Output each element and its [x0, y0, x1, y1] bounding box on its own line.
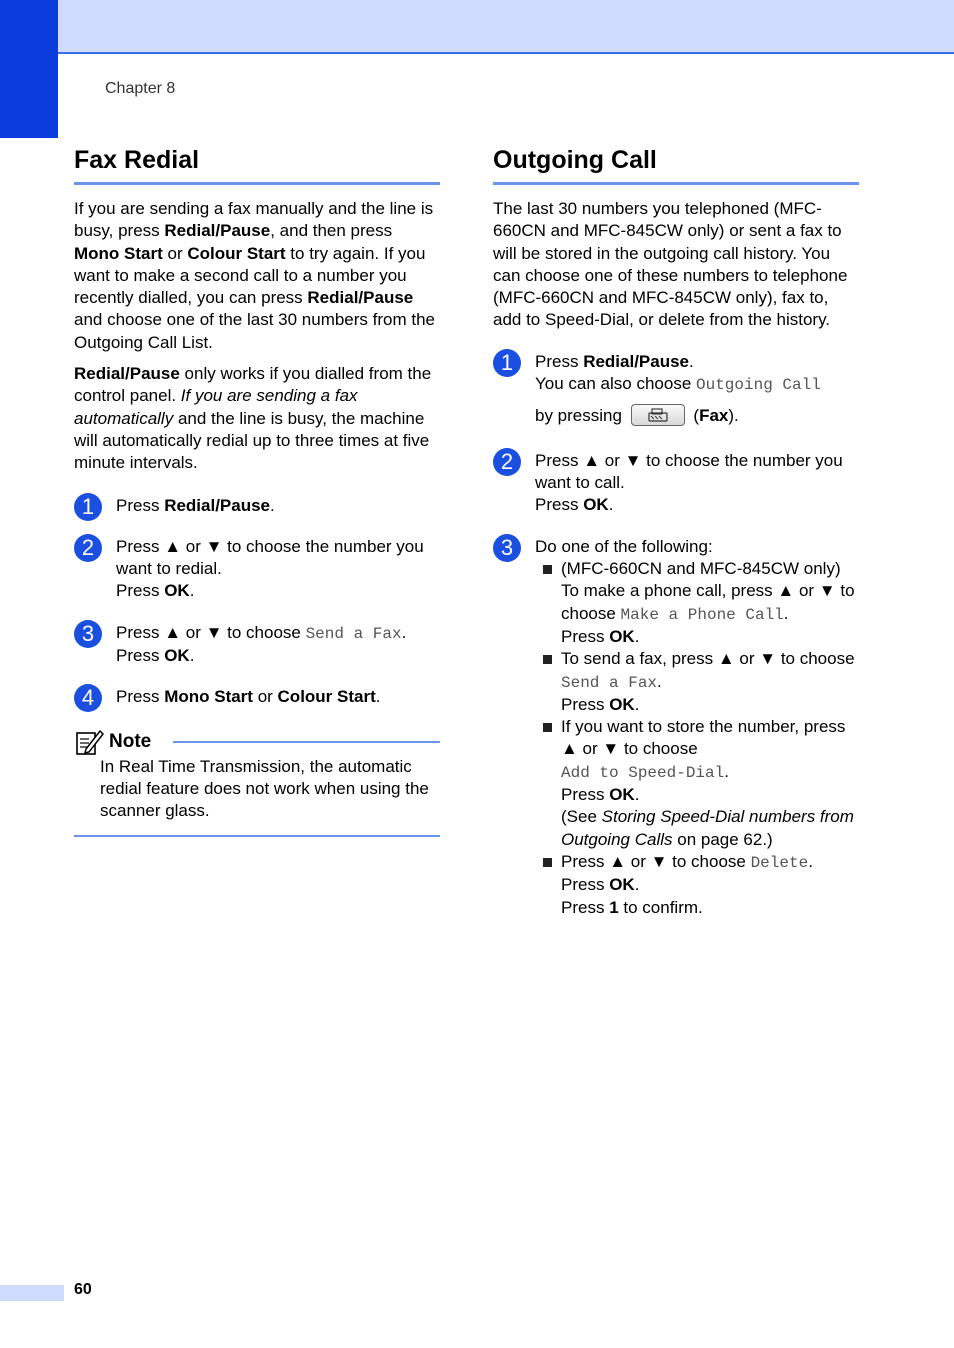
up-arrow-icon: ▲ — [609, 851, 627, 871]
text: or — [626, 851, 651, 871]
option-phone-call — [535, 558, 859, 648]
key-redial-pause: Redial/Pause — [74, 364, 180, 384]
key-ok: OK — [164, 581, 190, 601]
up-arrow-icon: ▲ — [561, 739, 578, 759]
left-step-1 — [74, 495, 440, 517]
option-send-fax — [535, 648, 859, 716]
text: to choose — [561, 581, 855, 623]
text: and choose one of the last 30 numbers from the Outgoing Call List. — [74, 310, 436, 352]
text: Press — [561, 851, 610, 871]
note-title: Note — [109, 730, 152, 752]
key-mono-start: Mono Start — [74, 243, 163, 263]
key-ok: OK — [583, 495, 609, 515]
text: to choose the number you want to call. — [535, 450, 843, 493]
text: ). — [728, 406, 739, 426]
step-number-badge: 3 — [493, 534, 521, 562]
note-box — [74, 727, 440, 837]
text: . — [189, 581, 195, 601]
text: , and then press — [270, 221, 393, 241]
text: . — [270, 495, 275, 515]
lcd-option-send-a-fax: Send a Fax — [561, 673, 658, 692]
cross-reference-link[interactable]: Storing Speed-Dial numbers from Outgoing Calls — [561, 807, 854, 849]
up-arrow-icon: ▲ — [717, 649, 735, 669]
step-number-badge: 2 — [493, 448, 521, 476]
text: . — [634, 875, 640, 895]
right-step-1 — [493, 351, 859, 428]
text: . — [375, 687, 381, 707]
text: Press — [561, 897, 610, 917]
page-number: 60 — [74, 1281, 92, 1298]
text: To send a fax, press — [561, 649, 718, 669]
text: on page 62.) — [672, 829, 773, 849]
outgoing-call-intro: The last 30 numbers you telephoned (MFC-660CN and MFC-845CW only) or sent a fax to will be stored in the outgoing call history. You can choose one of these numbers to telephone (MFC-660CN and MFC-845CW only), fax to, add to Speed-Dial, or delete from the history. — [493, 199, 848, 330]
text: Press — [116, 581, 165, 601]
text: . — [657, 671, 662, 691]
lcd-option-outgoing-call: Outgoing Call — [696, 376, 821, 395]
down-arrow-icon: ▼ — [650, 851, 668, 871]
text: to choose — [776, 649, 855, 669]
key-colour-start: Colour Start — [277, 687, 376, 707]
step-number-badge: 1 — [74, 493, 102, 521]
text: . — [634, 785, 640, 805]
left-step-2 — [74, 536, 440, 603]
right-step-2 — [493, 450, 859, 517]
option-delete — [535, 851, 859, 919]
down-arrow-icon: ▼ — [759, 649, 777, 669]
text: . — [689, 351, 694, 371]
key-mono-start: Mono Start — [164, 687, 253, 707]
option-store-number — [535, 716, 859, 851]
option-list — [535, 558, 859, 919]
text: or — [734, 649, 760, 669]
fax-machine-icon — [646, 407, 670, 423]
text: . — [401, 622, 407, 642]
text: Press — [535, 495, 584, 515]
text: . — [783, 603, 789, 623]
up-arrow-icon: ▲ — [777, 581, 795, 601]
text: Press — [116, 646, 165, 666]
text: Press — [116, 495, 165, 515]
chapter-tab — [0, 0, 58, 138]
key-ok: OK — [609, 694, 635, 714]
text: . — [608, 495, 614, 515]
text: Press — [561, 875, 610, 895]
text: To make a phone call, press — [561, 581, 778, 601]
key-fax: Fax — [699, 406, 729, 426]
section-title-outgoing-call: Outgoing Call — [493, 144, 859, 185]
lcd-option-make-a-phone-call: Make a Phone Call — [620, 605, 784, 624]
up-arrow-icon: ▲ — [164, 622, 182, 642]
text: to choose the number you want to redial. — [116, 536, 424, 579]
text: to choose — [667, 851, 751, 871]
step-number-badge: 4 — [74, 684, 102, 712]
text: Do one of the following: — [535, 536, 713, 556]
left-column — [74, 144, 440, 837]
text: to choose — [619, 739, 698, 759]
note-divider — [173, 741, 440, 743]
text: only works if you dialled from the control panel. — [74, 364, 432, 406]
text: If you are sending a fax manually and the line is busy, press — [74, 199, 434, 241]
fax-redial-auto-note — [74, 363, 440, 474]
down-arrow-icon: ▼ — [818, 581, 836, 601]
text: Press — [116, 687, 165, 707]
step-number-badge: 3 — [74, 620, 102, 648]
text: . — [808, 851, 813, 871]
left-step-4 — [74, 685, 440, 711]
bullet-square-icon — [543, 858, 552, 867]
text: . — [634, 626, 640, 646]
text: and the line is busy, the machine will automatically redial up to three times at five minute intervals. — [74, 408, 430, 473]
section-title-fax-redial: Fax Redial — [74, 144, 440, 185]
bullet-square-icon — [543, 655, 552, 664]
text: . — [724, 761, 729, 781]
text: or — [181, 536, 206, 556]
text: (MFC-660CN and MFC-845CW only) — [561, 559, 841, 579]
text: or — [577, 739, 603, 759]
text: or — [600, 450, 625, 470]
text: or — [252, 687, 278, 707]
fax-key-line — [535, 405, 859, 428]
right-step-3 — [493, 536, 859, 919]
footer-bar — [0, 1285, 64, 1301]
text: to choose — [222, 622, 306, 642]
lcd-option-delete: Delete — [750, 853, 809, 872]
key-redial-pause: Redial/Pause — [583, 351, 690, 371]
chapter-label: Chapter 8 — [105, 80, 176, 97]
text: If you want to store the number, press — [561, 717, 846, 737]
text: You can also choose — [535, 374, 696, 394]
text: or — [181, 622, 206, 642]
text: or — [162, 243, 188, 263]
down-arrow-icon: ▼ — [624, 450, 642, 470]
bullet-square-icon — [543, 723, 552, 732]
lcd-option-send-a-fax: Send a Fax — [305, 624, 402, 643]
right-column — [493, 144, 859, 919]
text: or — [794, 581, 819, 601]
text: Press — [535, 351, 584, 371]
key-redial-pause: Redial/Pause — [164, 495, 271, 515]
bullet-square-icon — [543, 565, 552, 574]
text: Press — [535, 450, 584, 470]
down-arrow-icon: ▼ — [205, 622, 223, 642]
up-arrow-icon: ▲ — [583, 450, 601, 470]
text: Press — [561, 785, 610, 805]
fax-key-button — [631, 404, 685, 426]
key-ok: OK — [609, 626, 635, 646]
text: Press — [116, 536, 165, 556]
fax-redial-intro — [74, 198, 440, 354]
note-body: In Real Time Transmission, the automatic redial feature does not work when using the scanner glass. — [100, 756, 429, 821]
text: Press — [116, 622, 165, 642]
text: Press — [561, 694, 610, 714]
down-arrow-icon: ▼ — [205, 536, 223, 556]
key-1: 1 — [609, 897, 619, 917]
down-arrow-icon: ▼ — [602, 739, 620, 759]
text: . — [189, 646, 195, 666]
key-colour-start: Colour Start — [187, 243, 286, 263]
note-header — [74, 727, 440, 757]
lcd-option-add-to-speed-dial: Add to Speed-Dial — [561, 763, 725, 782]
key-redial-pause: Redial/Pause — [307, 288, 414, 308]
step-number-badge: 2 — [74, 534, 102, 562]
note-pencil-icon — [74, 727, 104, 757]
text: Press — [561, 626, 610, 646]
top-band — [0, 0, 954, 54]
text: to confirm. — [618, 897, 703, 917]
left-step-3 — [74, 622, 440, 668]
text: to try again. If you want to make a second call to a number you recently dialled, you can press — [74, 243, 426, 308]
text: (See — [561, 807, 602, 827]
key-ok: OK — [609, 875, 635, 895]
up-arrow-icon: ▲ — [164, 536, 182, 556]
key-redial-pause: Redial/Pause — [164, 221, 271, 241]
italic-text: If you are sending a fax automatically — [74, 386, 358, 428]
key-ok: OK — [164, 646, 190, 666]
text: ( — [688, 406, 700, 426]
text: by pressing — [535, 406, 622, 426]
step-number-badge: 1 — [493, 349, 521, 377]
text: . — [634, 694, 640, 714]
key-ok: OK — [609, 785, 635, 805]
